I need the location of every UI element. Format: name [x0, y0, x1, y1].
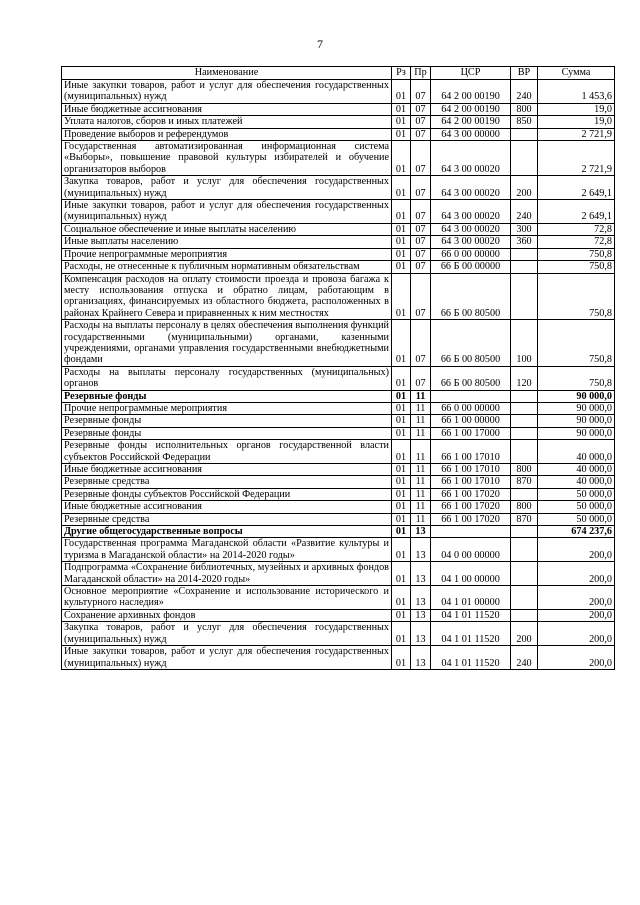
- row-pr-cell: 13: [411, 526, 431, 538]
- row-name-cell: Иные бюджетные ассигнования: [62, 103, 392, 115]
- table-row: [62, 646, 615, 670]
- row-vr-cell: 870: [511, 513, 538, 525]
- row-sum-cell: 40 000,0: [538, 476, 615, 488]
- row-sum-cell: 40 000,0: [538, 464, 615, 476]
- row-name-cell: Прочие непрограммные мероприятия: [62, 402, 392, 414]
- row-sum-cell: 200,0: [538, 586, 615, 610]
- row-pr-cell: 11: [411, 402, 431, 414]
- column-header-name: Наименование: [62, 67, 392, 80]
- row-pr-cell: 13: [411, 622, 431, 646]
- row-rz-cell: 01: [392, 261, 411, 273]
- row-csr-cell: 66 1 00 17010: [431, 464, 511, 476]
- row-pr-cell: 07: [411, 200, 431, 224]
- row-pr-cell: 07: [411, 128, 431, 140]
- table-row: [62, 513, 615, 525]
- column-header-vr: ВР: [511, 67, 538, 80]
- row-rz-cell: 01: [392, 390, 411, 402]
- row-vr-cell: 120: [511, 366, 538, 390]
- row-csr-cell: 64 3 00 00020: [431, 200, 511, 224]
- column-header-rz: Рз: [392, 67, 411, 80]
- row-rz-cell: 01: [392, 200, 411, 224]
- row-name-cell: Закупка товаров, работ и услуг для обеспечения государственных (муниципальных) нужд: [62, 622, 392, 646]
- row-csr-cell: 66 0 00 00000: [431, 248, 511, 260]
- row-rz-cell: 01: [392, 501, 411, 513]
- row-rz-cell: 01: [392, 464, 411, 476]
- table-row: [62, 141, 615, 176]
- table-row: [62, 538, 615, 562]
- row-vr-cell: [511, 562, 538, 586]
- row-vr-cell: [511, 141, 538, 176]
- row-pr-cell: 11: [411, 513, 431, 525]
- row-pr-cell: 07: [411, 320, 431, 367]
- table-row: [62, 476, 615, 488]
- row-vr-cell: [511, 415, 538, 427]
- row-csr-cell: 64 2 00 00190: [431, 103, 511, 115]
- row-csr-cell: 64 2 00 00190: [431, 80, 511, 104]
- row-sum-cell: 750,8: [538, 261, 615, 273]
- row-rz-cell: 01: [392, 366, 411, 390]
- row-vr-cell: [511, 440, 538, 464]
- row-rz-cell: 01: [392, 562, 411, 586]
- row-pr-cell: 07: [411, 223, 431, 235]
- row-sum-cell: 90 000,0: [538, 415, 615, 427]
- row-sum-cell: 750,8: [538, 273, 615, 320]
- row-vr-cell: 870: [511, 476, 538, 488]
- row-rz-cell: 01: [392, 476, 411, 488]
- row-pr-cell: 13: [411, 646, 431, 670]
- row-rz-cell: 01: [392, 622, 411, 646]
- row-vr-cell: 240: [511, 646, 538, 670]
- row-rz-cell: 01: [392, 141, 411, 176]
- row-rz-cell: 01: [392, 116, 411, 128]
- row-csr-cell: 66 Б 00 80500: [431, 320, 511, 367]
- row-rz-cell: 01: [392, 223, 411, 235]
- row-sum-cell: 40 000,0: [538, 440, 615, 464]
- row-pr-cell: 07: [411, 261, 431, 273]
- row-rz-cell: 01: [392, 609, 411, 621]
- row-vr-cell: 800: [511, 103, 538, 115]
- row-csr-cell: 04 1 00 00000: [431, 562, 511, 586]
- row-sum-cell: 200,0: [538, 609, 615, 621]
- table-row: [62, 390, 615, 402]
- row-sum-cell: 72,8: [538, 223, 615, 235]
- row-sum-cell: 19,0: [538, 116, 615, 128]
- row-sum-cell: 1 453,6: [538, 80, 615, 104]
- row-csr-cell: 64 3 00 00020: [431, 223, 511, 235]
- row-name-cell: Резервные средства: [62, 476, 392, 488]
- row-vr-cell: [511, 128, 538, 140]
- row-rz-cell: 01: [392, 415, 411, 427]
- row-csr-cell: 64 3 00 00000: [431, 128, 511, 140]
- budget-table: [61, 66, 615, 670]
- row-vr-cell: [511, 488, 538, 500]
- table-row: [62, 622, 615, 646]
- table-row: [62, 223, 615, 235]
- row-vr-cell: [511, 586, 538, 610]
- row-name-cell: Уплата налогов, сборов и иных платежей: [62, 116, 392, 128]
- row-sum-cell: 200,0: [538, 562, 615, 586]
- row-vr-cell: [511, 526, 538, 538]
- row-vr-cell: 800: [511, 501, 538, 513]
- row-rz-cell: 01: [392, 273, 411, 320]
- row-csr-cell: 04 1 01 11520: [431, 609, 511, 621]
- table-row: [62, 128, 615, 140]
- row-rz-cell: 01: [392, 538, 411, 562]
- row-pr-cell: 13: [411, 538, 431, 562]
- row-pr-cell: 07: [411, 273, 431, 320]
- table-row: [62, 236, 615, 248]
- row-sum-cell: 750,8: [538, 320, 615, 367]
- row-rz-cell: 01: [392, 440, 411, 464]
- row-pr-cell: 13: [411, 562, 431, 586]
- row-csr-cell: 66 Б 00 00000: [431, 261, 511, 273]
- row-vr-cell: [511, 538, 538, 562]
- row-rz-cell: 01: [392, 236, 411, 248]
- row-vr-cell: [511, 390, 538, 402]
- row-name-cell: Иные выплаты населению: [62, 236, 392, 248]
- row-name-cell: Резервные фонды: [62, 390, 392, 402]
- row-sum-cell: 90 000,0: [538, 390, 615, 402]
- row-vr-cell: [511, 273, 538, 320]
- row-sum-cell: 2 721,9: [538, 128, 615, 140]
- row-csr-cell: 66 1 00 17020: [431, 501, 511, 513]
- row-vr-cell: 800: [511, 464, 538, 476]
- row-name-cell: Иные закупки товаров, работ и услуг для обеспечения государственных (муниципальных) нужд: [62, 646, 392, 670]
- row-name-cell: Прочие непрограммные мероприятия: [62, 248, 392, 260]
- table-row: [62, 488, 615, 500]
- row-sum-cell: 90 000,0: [538, 402, 615, 414]
- row-pr-cell: 13: [411, 586, 431, 610]
- row-pr-cell: 07: [411, 248, 431, 260]
- row-vr-cell: [511, 402, 538, 414]
- row-csr-cell: 66 1 00 17010: [431, 476, 511, 488]
- table-row: [62, 609, 615, 621]
- table-row: [62, 586, 615, 610]
- table-row: [62, 501, 615, 513]
- row-rz-cell: 01: [392, 526, 411, 538]
- row-name-cell: Государственная автоматизированная информационная система «Выборы», повышение правовой культуры избирателей и обучение организаторов выборов: [62, 141, 392, 176]
- row-sum-cell: 2 649,1: [538, 200, 615, 224]
- row-name-cell: Основное мероприятие «Сохранение и использование исторического и культурного наследия»: [62, 586, 392, 610]
- row-pr-cell: 13: [411, 609, 431, 621]
- row-rz-cell: 01: [392, 646, 411, 670]
- row-vr-cell: 100: [511, 320, 538, 367]
- row-rz-cell: 01: [392, 128, 411, 140]
- row-pr-cell: 07: [411, 103, 431, 115]
- table-row: [62, 248, 615, 260]
- row-name-cell: Социальное обеспечение и иные выплаты населению: [62, 223, 392, 235]
- row-pr-cell: 11: [411, 440, 431, 464]
- row-rz-cell: 01: [392, 103, 411, 115]
- row-vr-cell: 200: [511, 176, 538, 200]
- row-vr-cell: 240: [511, 200, 538, 224]
- row-rz-cell: 01: [392, 176, 411, 200]
- row-csr-cell: [431, 390, 511, 402]
- row-csr-cell: 66 Б 00 80500: [431, 273, 511, 320]
- row-pr-cell: 07: [411, 236, 431, 248]
- table-row: [62, 116, 615, 128]
- row-name-cell: Резервные средства: [62, 513, 392, 525]
- row-name-cell: Проведение выборов и референдумов: [62, 128, 392, 140]
- row-vr-cell: 240: [511, 80, 538, 104]
- row-name-cell: Другие общегосударственные вопросы: [62, 526, 392, 538]
- row-csr-cell: 66 1 00 17000: [431, 427, 511, 439]
- row-rz-cell: 01: [392, 402, 411, 414]
- table-row: [62, 273, 615, 320]
- column-header-csr: ЦСР: [431, 67, 511, 80]
- row-name-cell: Государственная программа Магаданской области «Развитие культуры и туризма в Магаданской области» на 2014-2020 годы»: [62, 538, 392, 562]
- row-csr-cell: 66 Б 00 80500: [431, 366, 511, 390]
- row-vr-cell: [511, 427, 538, 439]
- table-row: [62, 200, 615, 224]
- row-sum-cell: 674 237,6: [538, 526, 615, 538]
- row-csr-cell: 64 3 00 00020: [431, 176, 511, 200]
- row-pr-cell: 07: [411, 116, 431, 128]
- row-rz-cell: 01: [392, 586, 411, 610]
- row-pr-cell: 11: [411, 488, 431, 500]
- row-pr-cell: 11: [411, 476, 431, 488]
- row-pr-cell: 07: [411, 80, 431, 104]
- row-sum-cell: 19,0: [538, 103, 615, 115]
- row-sum-cell: 200,0: [538, 646, 615, 670]
- row-csr-cell: [431, 526, 511, 538]
- table-row: [62, 320, 615, 367]
- row-pr-cell: 11: [411, 427, 431, 439]
- row-name-cell: Иные закупки товаров, работ и услуг для обеспечения государственных (муниципальных) нужд: [62, 80, 392, 104]
- table-row: [62, 176, 615, 200]
- row-name-cell: Расходы на выплаты персоналу государственных (муниципальных) органов: [62, 366, 392, 390]
- row-vr-cell: 200: [511, 622, 538, 646]
- row-vr-cell: 850: [511, 116, 538, 128]
- row-sum-cell: 2 721,9: [538, 141, 615, 176]
- table-row: [62, 440, 615, 464]
- table-row: [62, 562, 615, 586]
- row-rz-cell: 01: [392, 80, 411, 104]
- table-row: [62, 261, 615, 273]
- row-pr-cell: 11: [411, 501, 431, 513]
- row-csr-cell: 04 1 01 11520: [431, 622, 511, 646]
- table-header-row: [62, 67, 615, 80]
- row-csr-cell: 66 1 00 17020: [431, 488, 511, 500]
- row-rz-cell: 01: [392, 320, 411, 367]
- row-csr-cell: 66 1 00 17020: [431, 513, 511, 525]
- table-body: [62, 80, 615, 670]
- row-csr-cell: 66 1 00 17010: [431, 440, 511, 464]
- row-sum-cell: 72,8: [538, 236, 615, 248]
- row-vr-cell: [511, 261, 538, 273]
- row-csr-cell: 66 0 00 00000: [431, 402, 511, 414]
- row-rz-cell: 01: [392, 513, 411, 525]
- row-name-cell: Резервные фонды: [62, 415, 392, 427]
- row-name-cell: Закупка товаров, работ и услуг для обеспечения государственных (муниципальных) нужд: [62, 176, 392, 200]
- table-row: [62, 366, 615, 390]
- row-csr-cell: 04 0 00 00000: [431, 538, 511, 562]
- table-row: [62, 80, 615, 104]
- row-pr-cell: 07: [411, 141, 431, 176]
- row-sum-cell: 50 000,0: [538, 513, 615, 525]
- row-sum-cell: 200,0: [538, 538, 615, 562]
- row-name-cell: Иные закупки товаров, работ и услуг для обеспечения государственных (муниципальных) нужд: [62, 200, 392, 224]
- row-vr-cell: 360: [511, 236, 538, 248]
- row-name-cell: Расходы, не отнесенные к публичным нормативным обязательствам: [62, 261, 392, 273]
- table-row: [62, 427, 615, 439]
- row-csr-cell: 04 1 01 00000: [431, 586, 511, 610]
- row-pr-cell: 11: [411, 464, 431, 476]
- table-row: [62, 526, 615, 538]
- row-name-cell: Резервные фонды субъектов Российской Федерации: [62, 488, 392, 500]
- row-csr-cell: 64 2 00 00190: [431, 116, 511, 128]
- row-sum-cell: 750,8: [538, 248, 615, 260]
- row-rz-cell: 01: [392, 248, 411, 260]
- row-name-cell: Расходы на выплаты персоналу в целях обеспечения выполнения функций государственными (муниципальными) органами, казенными учреждениями, органами управления государственными внебюджетными фондами: [62, 320, 392, 367]
- row-rz-cell: 01: [392, 488, 411, 500]
- row-name-cell: Резервные фонды исполнительных органов государственной власти субъектов Российской Федерации: [62, 440, 392, 464]
- row-sum-cell: 2 649,1: [538, 176, 615, 200]
- row-name-cell: Компенсация расходов на оплату стоимости проезда и провоза багажа к месту использования отпуска и обратно лицам, работающим в организациях, финансируемых из областного бюджета, расположенных в районах Крайнего Севера и приравненных к ним местностях: [62, 273, 392, 320]
- page-number: 7: [317, 37, 323, 51]
- table-row: [62, 402, 615, 414]
- row-name-cell: Иные бюджетные ассигнования: [62, 501, 392, 513]
- row-csr-cell: 64 3 00 00020: [431, 236, 511, 248]
- row-sum-cell: 200,0: [538, 622, 615, 646]
- table-row: [62, 103, 615, 115]
- row-pr-cell: 11: [411, 415, 431, 427]
- row-rz-cell: 01: [392, 427, 411, 439]
- row-vr-cell: [511, 609, 538, 621]
- table-row: [62, 464, 615, 476]
- row-sum-cell: 50 000,0: [538, 488, 615, 500]
- row-name-cell: Иные бюджетные ассигнования: [62, 464, 392, 476]
- row-name-cell: Подпрограмма «Сохранение библиотечных, музейных и архивных фондов Магаданской области» на 2014-2020 годы»: [62, 562, 392, 586]
- row-sum-cell: 50 000,0: [538, 501, 615, 513]
- row-csr-cell: 66 1 00 00000: [431, 415, 511, 427]
- row-name-cell: Сохранение архивных фондов: [62, 609, 392, 621]
- row-csr-cell: 64 3 00 00020: [431, 141, 511, 176]
- column-header-pr: Пр: [411, 67, 431, 80]
- row-pr-cell: 07: [411, 366, 431, 390]
- column-header-sum: Сумма: [538, 67, 615, 80]
- row-sum-cell: 90 000,0: [538, 427, 615, 439]
- row-csr-cell: 04 1 01 11520: [431, 646, 511, 670]
- row-vr-cell: 300: [511, 223, 538, 235]
- table-row: [62, 415, 615, 427]
- row-vr-cell: [511, 248, 538, 260]
- row-pr-cell: 07: [411, 176, 431, 200]
- row-name-cell: Резервные фонды: [62, 427, 392, 439]
- row-pr-cell: 11: [411, 390, 431, 402]
- row-sum-cell: 750,8: [538, 366, 615, 390]
